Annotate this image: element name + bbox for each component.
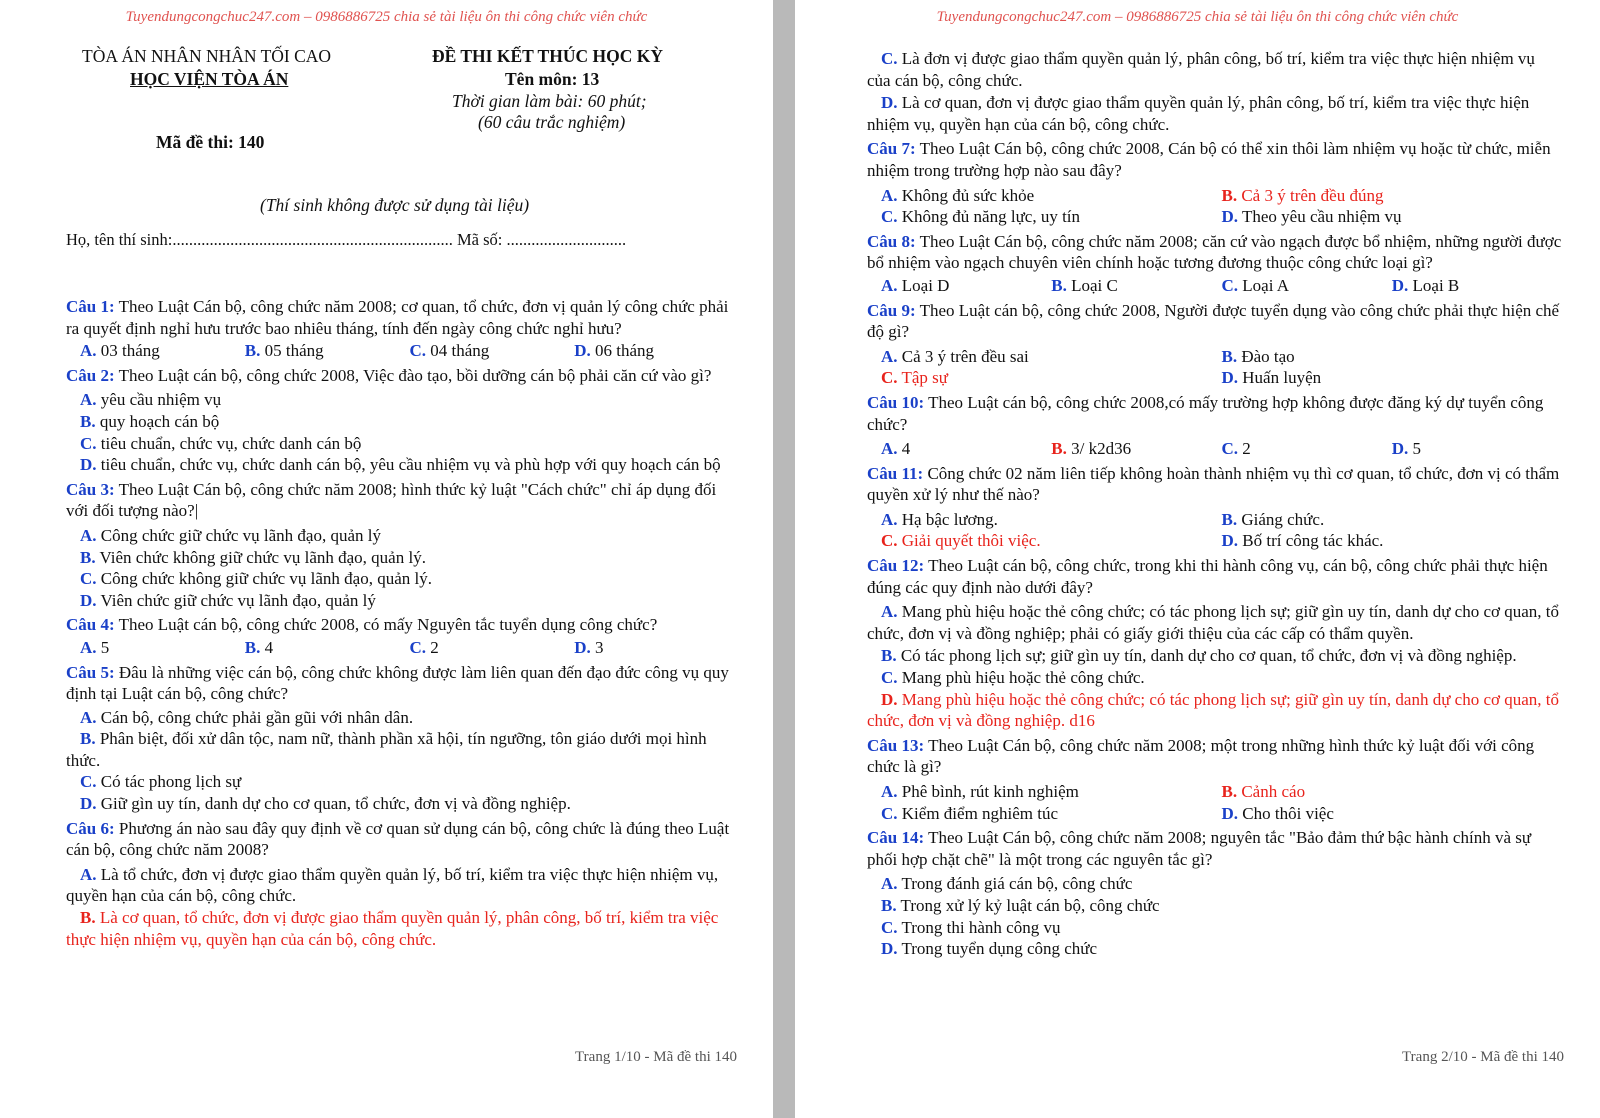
option-c: C. Không đủ năng lực, uy tín: [881, 207, 1081, 227]
watermark: Tuyendungcongchuc247.com – 0986886725 chia sẻ tài liệu ôn thi công chức viên chức: [125, 9, 648, 25]
option-d-correct: D. Mang phù hiệu hoặc thẻ công chức; có tác phong lịch sự; giữ gìn uy tín, danh dự cho cơ quan, tổ chức, đơn vị và đồng nghiệp. d16: [867, 689, 1560, 731]
question-text: Theo Luật Cán bộ, công chức năm 2008; cơ quan, tổ chức, đơn vị quản lý công chức phải ra quyết định nghỉ hưu trước bao nhiêu tháng, tính đến ngày công chức nghỉ hưu?: [66, 297, 729, 338]
page2-questions: [867, 48, 1562, 960]
option-b: B. Viên chức không giữ chức vụ lãnh đạo, quản lý.: [80, 547, 426, 567]
question-number: Câu 2:: [66, 365, 115, 385]
question-14: [867, 827, 1562, 960]
question-text: Theo Luật cán bộ, công chức 2008, có mấy Nguyên tắc tuyển dụng công chức?: [114, 615, 658, 635]
option-b: B. Đào tạo: [1221, 346, 1295, 366]
question-13: [867, 735, 1562, 824]
question-number: Câu 8:: [867, 231, 916, 251]
page-footer: Trang 2/10 - Mã đề thi 140: [1402, 1049, 1564, 1065]
option-c: C. 2: [409, 637, 439, 657]
question-text: Theo Luật Cán bộ, công chức năm 2008; một trong những hình thức kỷ luật đối với công chức là gì?: [867, 735, 1535, 777]
option-a: A. Hạ bậc lương.: [881, 509, 998, 529]
option-c: C. Trong thi hành công vụ: [881, 917, 1061, 937]
page-footer: Trang 1/10 - Mã đề thi 140: [575, 1049, 737, 1065]
option-d: D. Cho thôi việc: [1221, 803, 1334, 823]
option-b-correct: B. Là cơ quan, tổ chức, đơn vị được giao thẩm quyền quản lý, phân công, bố trí, kiểm tra việc thực hiện nhiệm vụ, quyền hạn của cán bộ, công chức.: [66, 908, 719, 949]
org-line-2: HỌC VIỆN TÒA ÁN: [130, 69, 289, 89]
option-b: B. Loại C: [1051, 275, 1118, 295]
option-a: A. Cả 3 ý trên đều sai: [881, 346, 1029, 366]
exam-time: Thời gian làm bài: 60 phút;: [452, 91, 647, 111]
candidate-name-field: Họ, tên thí sinh:.................................................................... Mã số: .............................: [66, 230, 627, 249]
option-b: B. Giáng chức.: [1221, 509, 1325, 529]
question-10: [867, 392, 1562, 460]
question-7: [867, 138, 1562, 227]
question-count: (60 câu trắc nghiệm): [478, 112, 626, 132]
option-d: D. tiêu chuẩn, chức vụ, chức danh cán bộ, yêu cầu nhiệm vụ và phù hợp với quy hoạch cán bộ: [80, 455, 721, 475]
question-text: Công chức 02 năm liên tiếp không hoàn thành nhiệm vụ thì cơ quan, tổ chức, đơn vị có thẩm quyền xử lý như thế nào?: [867, 463, 1560, 505]
option-c: C. tiêu chuẩn, chức vụ, chức danh cán bộ: [80, 433, 362, 453]
question-number: Câu 7:: [867, 139, 916, 159]
option-c: C. 04 tháng: [409, 341, 490, 361]
question-number: Câu 6:: [66, 818, 115, 838]
option-a: A. Là tổ chức, đơn vị được giao thẩm quyền quản lý, bố trí, kiểm tra việc thực hiện nhiệm vụ, quyền hạn của cán bộ, công chức.: [66, 864, 719, 906]
question-number: Câu 5:: [66, 662, 115, 682]
question-3: [66, 479, 739, 612]
question-text: Theo Luật Cán bộ, công chức 2008, Cán bộ có thể xin thôi làm nhiệm vụ hoặc từ chức, miễn nhiệm trong trường hợp nào sau đây?: [867, 139, 1551, 180]
option-b: B. Có tác phong lịch sự; giữ gìn uy tín, danh dự cho cơ quan, tổ chức, đơn vị và đồng nghiệp.: [881, 646, 1517, 666]
question-12: [867, 555, 1562, 732]
question-text: Đâu là những việc cán bộ, công chức không được làm liên quan đến đạo đức công vụ quy định tại Luật cán bộ, công chức?: [66, 662, 729, 704]
option-c: C. Kiểm điểm nghiêm túc: [881, 803, 1059, 823]
option-a: A. Không đủ sức khỏe: [881, 185, 1035, 205]
option-a: A. Mang phù hiệu hoặc thẻ công chức; có tác phong lịch sự; giữ gìn uy tín, danh dự cho cơ quan, tổ chức, đơn vị và đồng nghiệp; phải có giấy giới thiệu của các cấp có thẩm quyền.: [867, 602, 1560, 643]
notice: (Thí sinh không được sử dụng tài liệu): [260, 195, 530, 215]
question-8: [867, 231, 1562, 297]
option-b-correct: B. Cảnh cáo: [1221, 782, 1306, 801]
question-text: Theo Luật cán bộ, công chức 2008, Việc đào tạo, bồi dưỡng cán bộ phải căn cứ vào gì?: [114, 365, 712, 385]
option-a: A. Cán bộ, công chức phải gần gũi với nhân dân.: [80, 707, 414, 727]
option-a: A. Phê bình, rút kinh nghiệm: [881, 782, 1079, 801]
exam-page-1: [0, 0, 773, 1118]
question-number: Câu 10:: [867, 392, 925, 412]
option-d: D. 3: [574, 637, 604, 657]
question-number: Câu 9:: [867, 300, 916, 320]
question-1: [66, 296, 739, 362]
option-a: A. Trong đánh giá cán bộ, công chức: [881, 874, 1133, 894]
question-text: Theo Luật Cán bộ, công chức năm 2008; căn cứ vào ngạch được bổ nhiệm, những người được bổ nhiệm vào ngạch chuyên viên chính hoặc tương đương thuộc công chức loại gì?: [867, 231, 1562, 273]
question-text: Theo Luật cán bộ, công chức 2008,có mấy trường hợp không được đăng ký dự tuyển công chức?: [867, 392, 1544, 434]
option-c-correct: C. Tập sự: [881, 368, 948, 388]
option-d: D. Huấn luyện: [1221, 368, 1322, 388]
question-number: Câu 3:: [66, 479, 115, 499]
question-4: [66, 614, 739, 658]
option-d: D. Trong tuyển dụng công chức: [881, 939, 1098, 959]
watermark: Tuyendungcongchuc247.com – 0986886725 chia sẻ tài liệu ôn thi công chức viên chức: [936, 9, 1459, 25]
question-text: Theo Luật Cán bộ, công chức năm 2008; hình thức kỷ luật "Cách chức" chỉ áp dụng đối với đối tượng nào?|: [66, 479, 717, 521]
question-9: [867, 300, 1562, 389]
option-d: D. Viên chức giữ chức vụ lãnh đạo, quản lý: [80, 590, 376, 610]
option-d: D. Giữ gìn uy tín, danh dự cho cơ quan, tổ chức, đơn vị và đồng nghiệp.: [80, 794, 571, 814]
question-number: Câu 1:: [66, 297, 115, 316]
option-c: C. Mang phù hiệu hoặc thẻ công chức.: [881, 668, 1145, 688]
option-b: B. quy hoạch cán bộ: [80, 411, 220, 431]
page1-questions: [66, 296, 739, 950]
option-a: A. yêu cầu nhiệm vụ: [80, 390, 222, 410]
question-number: Câu 14:: [867, 828, 925, 848]
question-text: Theo Luật cán bộ, công chức 2008, Người được tuyển dụng vào công chức phải thực hiện chế độ gì?: [867, 300, 1560, 342]
question-2: [66, 365, 739, 476]
option-d: D. Bố trí công tác khác.: [1221, 531, 1384, 551]
option-c-correct: C. Giải quyết thôi việc.: [881, 531, 1041, 551]
option-a: A. Loại D: [881, 275, 950, 295]
option-a: A. 03 tháng: [80, 341, 160, 361]
option-a: A. Công chức giữ chức vụ lãnh đạo, quản lý: [80, 525, 381, 545]
option-b: B. 3/ k2d36: [1051, 439, 1132, 459]
option-b: B. 05 tháng: [244, 341, 324, 361]
question-11: [867, 463, 1562, 552]
option-b: B. Phân biệt, đối xử dân tộc, nam nữ, thành phần xã hội, tín ngưỡng, tôn giáo dưới mọi hình thức.: [66, 729, 707, 770]
question-text: Theo Luật cán bộ, công chức, trong khi thi hành công vụ, cán bộ, công chức phải thực hiện đúng các quy định nào dưới đây?: [867, 556, 1548, 597]
option-b: B. 4: [244, 637, 274, 657]
question-text: Phương án nào sau đây quy định về cơ quan sử dụng cán bộ, công chức là đúng theo Luật cán bộ, công chức năm 2008?: [66, 818, 730, 860]
question-text: Theo Luật Cán bộ, công chức năm 2008; nguyên tắc "Bảo đảm thứ bậc hành chính và sự phối hợp chặt chẽ" là một trong các nguyên tắc gì?: [867, 828, 1532, 869]
question-6: [66, 818, 739, 951]
exam-title: ĐỀ THI KẾT THÚC HỌC KỲ: [432, 46, 663, 66]
option-c: C. Là đơn vị được giao thẩm quyền quản lý, phân công, bố trí, kiểm tra việc thực hiện nhiệm vụ của cán bộ, công chức.: [867, 49, 1535, 90]
option-a: A. 5: [80, 637, 110, 657]
exam-page-2: [795, 0, 1600, 1118]
question-number: Câu 13:: [867, 735, 925, 755]
question-6-continued: [867, 48, 1562, 135]
option-d: D. 5: [1391, 439, 1422, 459]
subject-name: Tên môn: 13: [505, 69, 600, 89]
exam-code: Mã đề thi: 140: [156, 132, 265, 152]
option-c: C. Có tác phong lịch sự: [80, 772, 242, 792]
option-d: D. Theo yêu cầu nhiệm vụ: [1221, 207, 1402, 227]
option-d: D. Là cơ quan, đơn vị được giao thẩm quyền quản lý, phân công, bố trí, kiểm tra việc thực hiện nhiệm vụ, quyền hạn của cán bộ, công chức.: [867, 93, 1530, 134]
option-b: B. Trong xử lý kỷ luật cán bộ, công chức: [881, 895, 1160, 915]
question-number: Câu 11:: [867, 463, 924, 483]
option-c: C. Công chức không giữ chức vụ lãnh đạo, quản lý.: [80, 569, 432, 589]
option-c: C. 2: [1221, 439, 1251, 459]
question-number: Câu 12:: [867, 556, 925, 576]
question-number: Câu 4:: [66, 615, 115, 635]
option-d: D. Loại B: [1391, 275, 1460, 295]
option-c: C. Loại A: [1221, 275, 1290, 295]
option-d: D. 06 tháng: [574, 341, 655, 361]
option-a: A. 4: [881, 439, 911, 459]
question-5: [66, 662, 739, 815]
option-b-correct: B. Cả 3 ý trên đều đúng: [1221, 185, 1384, 205]
org-line-1: TÒA ÁN NHÂN NHÂN TỐI CAO: [82, 46, 332, 66]
